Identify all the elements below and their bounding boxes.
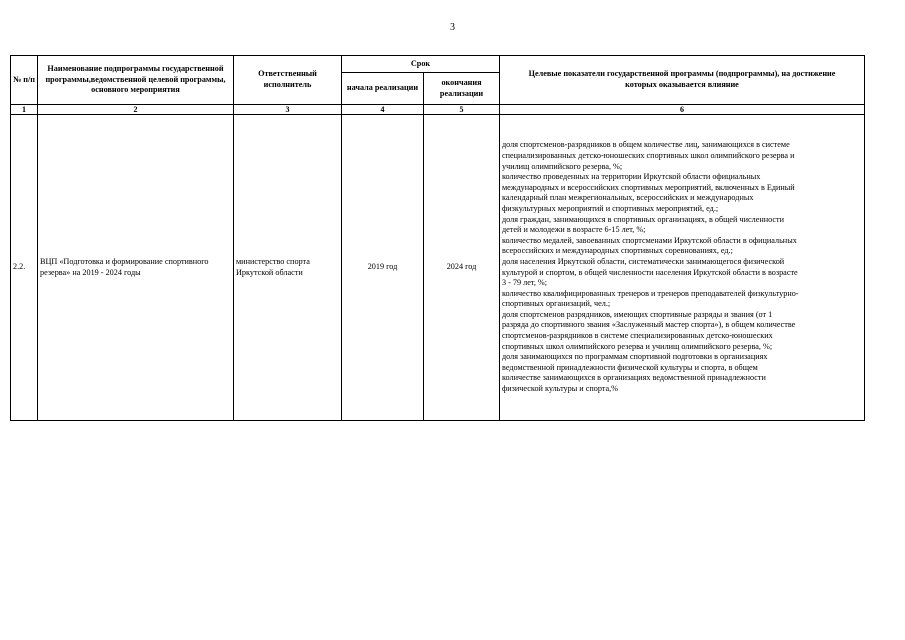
- header-number: № п/п: [11, 56, 38, 105]
- column-number: 3: [234, 105, 342, 115]
- indicator-line: культурой и спортом, в общей численности населения Иркутской области в возрасте: [502, 267, 798, 277]
- indicator-line: доля населения Иркутской области, систематически занимающегося физической: [502, 256, 785, 266]
- indicator-line: ведомственной принадлежности физической культуры и спорта, в общем: [502, 362, 758, 372]
- column-number: 2: [38, 105, 234, 115]
- indicator-line: календарный план межрегиональных, всероссийских и международных: [502, 193, 754, 203]
- program-name: ВЦП «Подготовка и формирование спортивного резерва» на 2019 - 2024 годы: [38, 115, 234, 421]
- program-table: [10, 55, 865, 421]
- header-end: окончания реализации: [424, 73, 500, 105]
- column-number-row: [11, 105, 865, 115]
- indicators-cell: [500, 115, 865, 421]
- column-number: 1: [11, 105, 38, 115]
- indicator-line: международных и всероссийских спортивных мероприятий, включенных в Единый: [502, 182, 795, 192]
- column-number: 5: [424, 105, 500, 115]
- table-row: [11, 115, 865, 421]
- indicator-line: спортивных школ олимпийского резерва и училищ олимпийского резерва, %;: [502, 341, 773, 351]
- end-year: 2024 год: [424, 115, 500, 421]
- row-number: 2.2.: [11, 115, 38, 421]
- indicator-line: доля занимающихся по программам спортивной подготовки в организациях: [502, 352, 768, 362]
- column-number: 4: [342, 105, 424, 115]
- indicator-line: физкультурных мероприятий и спортивных мероприятий, ед.;: [502, 203, 719, 213]
- indicator-line: доля спортсменов разрядников, имеющих спортивные разряды и звания (от 1: [502, 309, 773, 319]
- indicator-line: количество проведенных на территории Иркутской области официальных: [502, 172, 761, 182]
- executor: министерство спорта Иркутской области: [234, 115, 342, 421]
- indicator-line: всероссийских и международных спортивных соревнованиях, ед.;: [502, 246, 733, 256]
- indicator-line: разряда до спортивного звания «Заслуженный мастер спорта»), в общем количестве: [502, 320, 796, 330]
- indicator-line: количество квалифицированных тренеров и тренеров преподавателей физкультурно-: [502, 288, 799, 298]
- indicator-line: количество медалей, завоеванных спортсменами Иркутской области в официальных: [502, 235, 797, 245]
- header-indicators: Целевые показатели государственной программы (подпрограммы), на достижение которых оказывается влияние: [500, 56, 865, 105]
- header-program-name: Наименование подпрограммы государственной программы,ведомственной целевой программы, основного мероприятия: [38, 56, 234, 105]
- header-start: начала реализации: [342, 73, 424, 105]
- start-year: 2019 год: [342, 115, 424, 421]
- indicator-line: 3 - 79 лет, %;: [502, 278, 548, 288]
- header-executor: Ответственный исполнитель: [234, 56, 342, 105]
- indicator-line: училищ олимпийского резерва, %;: [502, 161, 623, 171]
- indicators-list: [502, 140, 862, 394]
- indicator-line: количестве занимающихся в организациях ведомственной принадлежности: [502, 373, 766, 383]
- indicator-line: физической культуры и спорта,%: [502, 384, 618, 394]
- indicator-line: специализированных детско-юношеских спортивных школ олимпийского резерва и: [502, 150, 795, 160]
- column-number: 6: [500, 105, 865, 115]
- page-number: 3: [450, 22, 455, 33]
- indicator-line: спортивных организаций, чел.;: [502, 299, 611, 309]
- indicator-line: спортсменов-разрядников в системе специализированных детско-юношеских: [502, 331, 773, 341]
- indicator-line: доля граждан, занимающихся в спортивных организациях, в общей численности: [502, 214, 784, 224]
- indicator-line: доля спортсменов-разрядников в общем количестве лиц, занимающихся в системе: [502, 140, 790, 150]
- indicator-line: детей и молодежи в возрасте 6-15 лет, %;: [502, 225, 646, 235]
- header-term: Срок: [342, 56, 500, 73]
- header-row-1: [11, 56, 865, 73]
